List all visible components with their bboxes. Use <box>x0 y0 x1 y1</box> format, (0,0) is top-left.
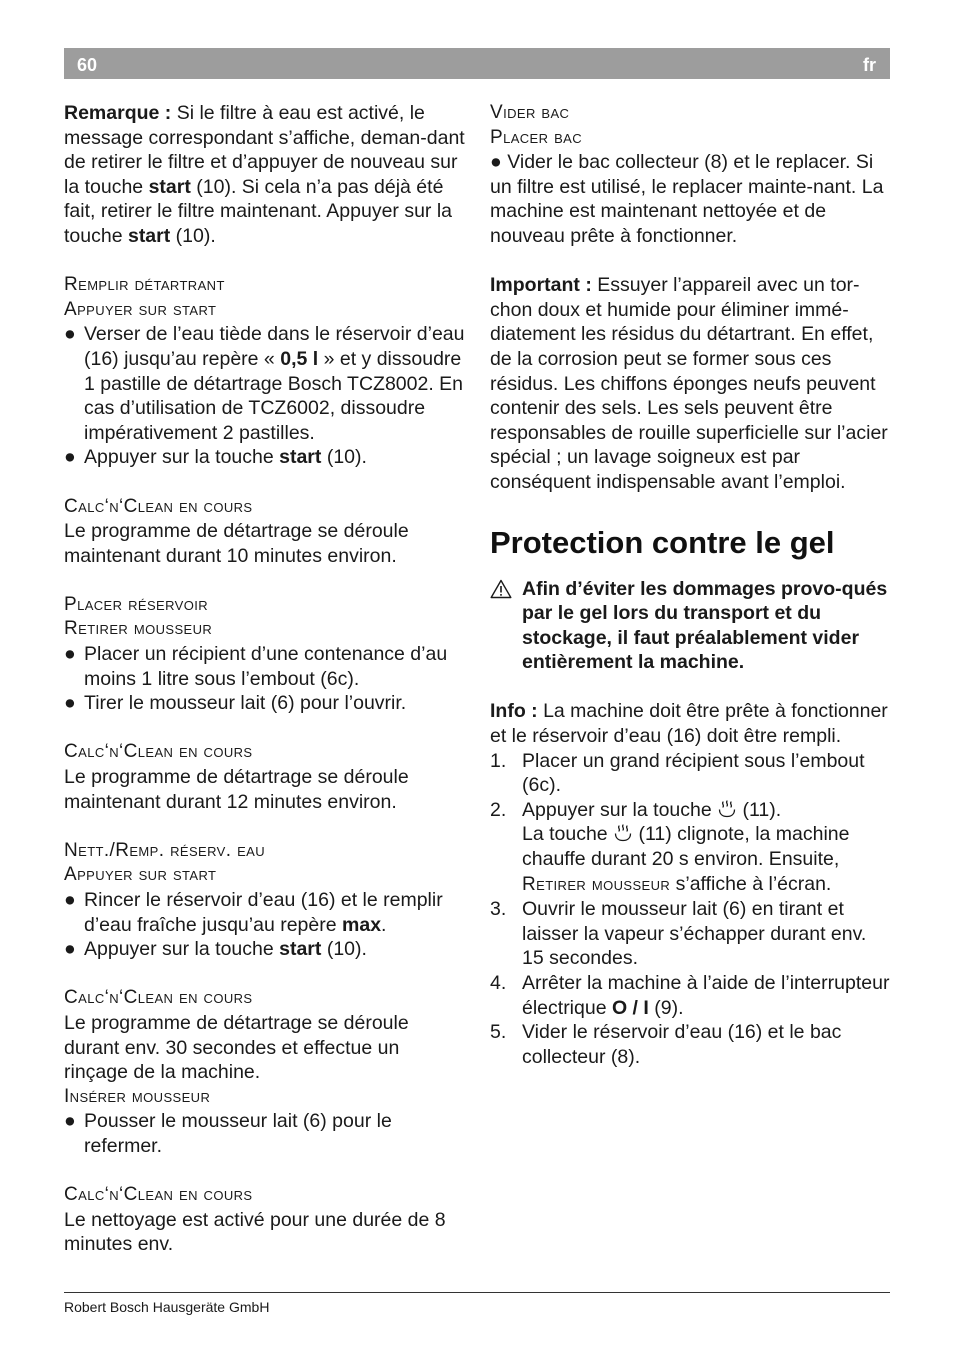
warning-block <box>490 577 892 675</box>
remarque-start-1: start <box>148 175 191 198</box>
display-message: Placer réservoir <box>64 593 209 615</box>
bullet-list <box>64 642 466 716</box>
paragraph <box>490 150 892 248</box>
info-label: Info : <box>490 700 538 723</box>
footer-company: Robert Bosch Hausgeräte GmbH <box>64 1299 270 1315</box>
display-message: Placer bac <box>490 126 583 148</box>
bullet-icon: ● <box>64 1110 76 1133</box>
step-bold: O / I <box>611 996 649 1019</box>
item-text: Pousser le mousseur lait (6) pour le refermer. <box>84 1110 392 1157</box>
remarque-start-2: start <box>127 224 171 247</box>
list-item <box>64 937 466 962</box>
page-header-bar <box>64 48 890 79</box>
step-number: 4. <box>490 972 507 994</box>
warning-text: Afin d’éviter les dommages provo-qués par le gel lors du transport et du stockage, il faut préalablement vider entièrement la machine. <box>522 577 888 674</box>
display-message: Retirer mousseur <box>64 618 213 640</box>
step-number: 3. <box>490 898 507 921</box>
important-text: Essuyer l’appareil avec un tor-chon doux et humide pour éliminer immé-diatement les résidus du détartrant. En effet, de la corrosion peut se former sous ces résidus. Les chiffons éponges neufs peuvent contenir des sels. Les sels peuvent être responsables de rouille superficielle sur l’acier spécial ; un lavage soigneux est par conséquent indispensable avant l’emploi. <box>490 274 888 493</box>
display-message: Calc‘n‘Clean en cours <box>64 495 253 517</box>
footer-divider <box>64 1292 890 1293</box>
list-item <box>64 691 466 716</box>
step-text: Vider le réservoir d’eau (16) et le bac collecteur (8). <box>522 1021 842 1068</box>
step-number: 1. <box>490 749 507 772</box>
list-item <box>490 1020 892 1069</box>
info-paragraph <box>490 699 892 748</box>
paragraph: Le nettoyage est activé pour une durée de 8 minutes env. <box>64 1208 446 1256</box>
step-number: 5. <box>490 1021 507 1044</box>
display-message: Calc‘n‘Clean en cours <box>64 987 253 1009</box>
item-bold: start <box>279 446 322 469</box>
step-text: Arrêter la machine à l’aide de l’interrupteur électrique <box>522 972 890 1019</box>
warning-triangle-icon <box>490 579 512 599</box>
bullet-list <box>64 888 466 962</box>
display-message: Calc‘n‘Clean en cours <box>64 1184 253 1206</box>
right-column <box>490 101 892 1069</box>
list-item <box>490 971 892 1020</box>
display-message: Vider bac <box>490 102 570 123</box>
info-text: La machine doit être prête à fonctionner et le réservoir d’eau (16) doit être rempli. <box>490 700 888 748</box>
bullet-icon: ● <box>64 446 76 469</box>
item-text: Placer un récipient d’une contenance d’au moins 1 litre sous l’embout (6c). <box>84 643 448 690</box>
list-item <box>64 642 466 691</box>
item-text: » et y dissoudre 1 pastille de détartrage Bosch TCZ8002. En cas d’utilisation de TCZ6002, dissoudre impérativement 2 pastilles. <box>84 347 464 444</box>
paragraph-text: Vider le bac collecteur (8) et le replacer. Si un filtre est utilisé, le replacer mainte-nant. La machine est maintenant nettoyée et de nouveau prête à fonctionner. <box>490 151 884 247</box>
steam-icon <box>613 824 633 842</box>
step-text: (11). <box>737 798 782 821</box>
display-message: Calc‘n‘Clean en cours <box>64 741 253 763</box>
paragraph: Le programme de détartrage se déroule maintenant durant 10 minutes environ. <box>64 520 409 567</box>
page-number: 60 <box>77 55 98 75</box>
paragraph: Le programme de détartrage se déroule maintenant durant 12 minutes environ. <box>64 766 409 813</box>
left-column <box>64 101 466 1257</box>
bullet-icon: ● <box>64 889 76 911</box>
step-number: 2. <box>490 798 507 821</box>
item-bold: 0,5 l <box>280 347 319 370</box>
bullet-list <box>64 1109 466 1158</box>
item-text: (10). <box>321 938 367 961</box>
list-item <box>64 445 466 470</box>
list-item <box>490 798 892 897</box>
item-text: Verser de l’eau tiède dans le réservoir d’eau (16) jusqu’au repère « <box>84 323 465 370</box>
bullet-icon: ● <box>64 643 76 666</box>
remarque-paragraph <box>64 101 466 249</box>
paragraph: Le programme de détartrage se déroule durant env. 30 secondes et effectue un rinçage de la machine. <box>64 1011 409 1084</box>
remarque-label: Remarque : <box>64 102 172 124</box>
item-bold: max <box>342 913 382 936</box>
step-text: Appuyer sur la touche <box>522 798 718 821</box>
display-message: Insérer mousseur <box>64 1085 211 1107</box>
step-text: (9). <box>648 996 684 1019</box>
remarque-text-3: (10). <box>170 224 216 247</box>
list-item <box>64 322 466 445</box>
list-item <box>64 888 466 937</box>
step-text: Placer un grand récipient sous l’embout (6c). <box>522 749 865 797</box>
important-label: Important : <box>490 274 592 297</box>
item-text: Appuyer sur la touche <box>84 938 280 961</box>
display-message: Nett./Remp. réserv. eau <box>64 839 265 861</box>
bullet-list <box>64 322 466 470</box>
bullet-icon: ● <box>64 323 76 346</box>
display-message: Remplir détartrant <box>64 274 225 296</box>
item-text: (10). <box>321 446 367 469</box>
item-text: Rincer le réservoir d’eau (16) et le remplir d’eau fraîche jusqu’au repère <box>84 889 443 936</box>
section-title: Protection contre le gel <box>490 524 835 560</box>
remarque-text-1: Si le filtre à eau est activé, le message correspondant s’affiche, deman-dant de retirer le filtre et d’appuyer de nouveau sur la touche <box>64 102 465 198</box>
item-text: Tirer le mousseur lait (6) pour l’ouvrir. <box>84 692 407 715</box>
step-text: La touche <box>522 823 614 846</box>
step-text: Ouvrir le mousseur lait (6) en tirant et laisser la vapeur s’échapper durant env. 15 secondes. <box>522 898 867 970</box>
language-code: fr <box>863 55 876 75</box>
steam-icon <box>717 800 737 818</box>
list-item <box>490 897 892 971</box>
display-message: Appuyer sur start <box>64 298 217 320</box>
bullet-icon: ● <box>64 938 76 961</box>
list-item <box>490 749 892 798</box>
item-bold: start <box>279 938 322 961</box>
step-text: (11) clignote, la machine chauffe durant 20 s environ. Ensuite, <box>522 823 850 871</box>
bullet-icon: ● <box>64 692 76 715</box>
item-text: . <box>381 913 387 936</box>
step-text: s’affiche à l’écran. <box>670 872 832 895</box>
important-paragraph <box>490 273 892 494</box>
remarque-text-2: (10). Si cela n’a pas déjà été fait, retirer le filtre maintenant. Appuyer sur la touche <box>64 175 453 247</box>
list-item <box>64 1109 466 1158</box>
numbered-list <box>490 749 892 1070</box>
display-message: Appuyer sur start <box>64 864 217 886</box>
bullet-icon: ● <box>490 151 502 174</box>
item-text: Appuyer sur la touche <box>84 446 280 469</box>
display-message: Retirer mousseur <box>522 873 671 895</box>
